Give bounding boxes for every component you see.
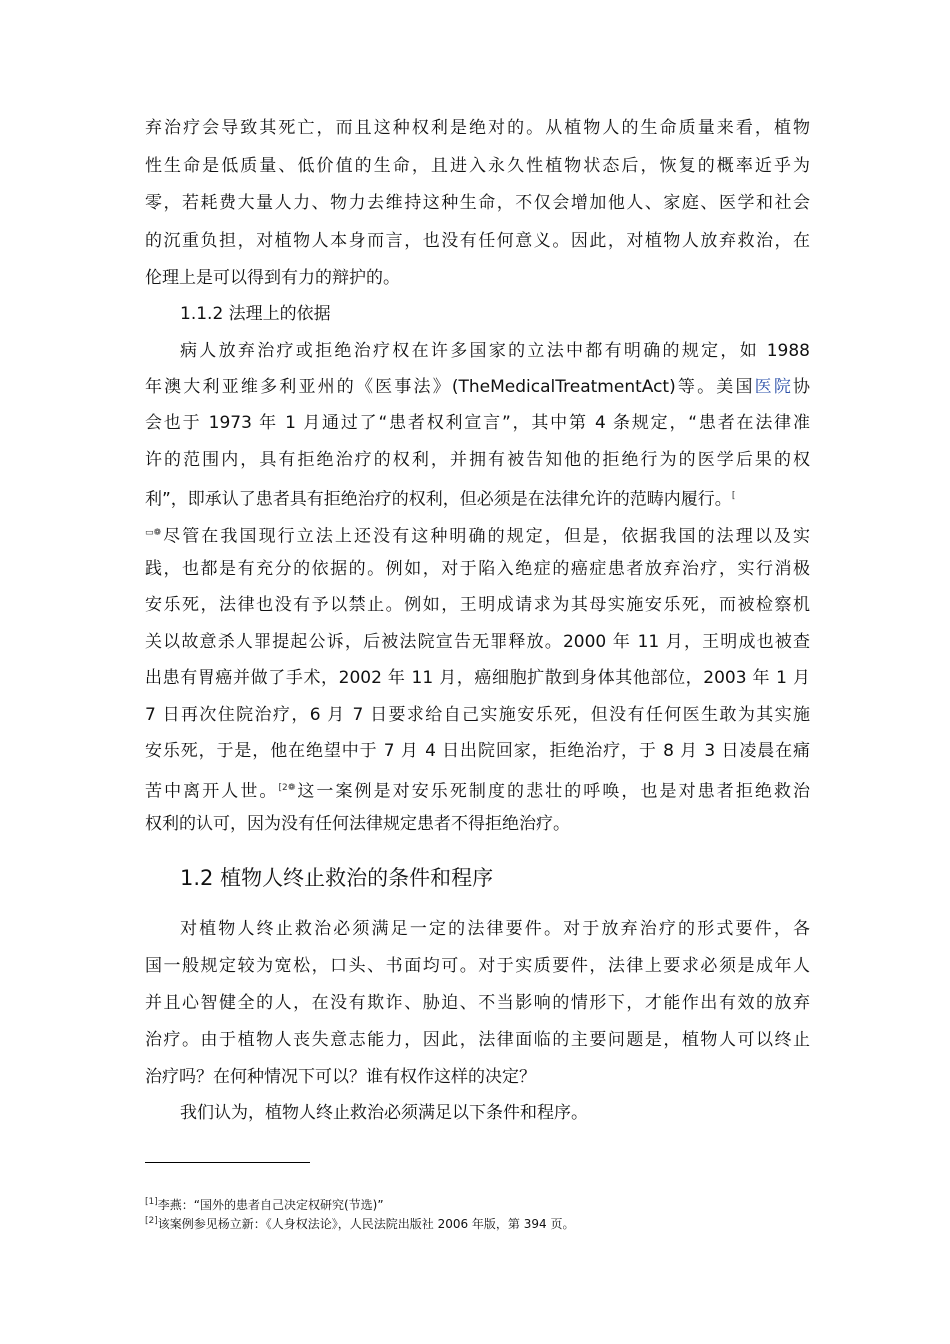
section-heading: 1.2 植物人终止救治的条件和程序	[180, 866, 494, 890]
text-line: 治疗吗？在何种情况下可以？谁有权作这样的决定？	[145, 1067, 536, 1087]
text-line: 关以故意杀人罪提起公诉，后被法院宣告无罪释放。2000 年 11 月，王明成也被查	[145, 632, 810, 652]
footnote-separator	[145, 1162, 310, 1163]
footnote-marker[interactable]: [2]	[145, 1216, 158, 1226]
footnote-text: 该案例参见杨立新：《人身权法论》，人民法院出版社 2006 年版，第 394 页。	[157, 1217, 575, 1231]
footnote-marker[interactable]: [	[731, 491, 736, 501]
text-line: 国一般规定较为宽松，口头、书面均可。对于实质要件，法律上要求必须是成年人	[145, 956, 810, 976]
text-run: 协	[793, 377, 810, 397]
text-line	[145, 375, 810, 399]
text-line: 会也于 1973 年 1 月通过了“患者权利宣言”，其中第 4 条规定，“患者在法律准	[145, 413, 810, 433]
footnote-marker[interactable]: [2❁	[278, 783, 296, 793]
footnote-marker[interactable]: [1]	[145, 1197, 158, 1207]
section-subheading: 1.1.2 法理上的依据	[180, 304, 331, 324]
text-run: 这一案例是对安乐死制度的悲壮的呼唤，也是对患者拒绝救治	[295, 781, 810, 802]
text-line: 出患有胃癌并做了手术，2002 年 11 月，癌细胞扩散到身体其他部位，2003 年 1 月	[145, 668, 810, 688]
text-line: 权利的认可，因为没有任何法律规定患者不得拒绝治疗。	[145, 814, 570, 834]
text-line: 安乐死，于是，他在绝望中于 7 月 4 日出院回家，拒绝治疗，于 8 月 3 日凌晨在痛	[145, 741, 810, 761]
text-line: 对植物人终止救治必须满足一定的法律要件。对于放弃治疗的形式要件，各	[180, 919, 810, 939]
text-run: 苦中离开人世。	[145, 781, 279, 802]
text-line: 我们认为，植物人终止救治必须满足以下条件和程序。	[180, 1103, 588, 1123]
text-line: 践，也都是有充分的依据的。例如，对于陷入绝症的癌症患者放弃治疗，实行消极	[145, 559, 810, 579]
text-line	[145, 521, 810, 549]
text-line: 病人放弃治疗或拒绝治疗权在许多国家的立法中都有明确的规定，如 1988	[180, 341, 810, 361]
text-run: 利”，即承认了患者具有拒绝治疗的权利，但必须是在法律允许的范畴内履行。	[145, 489, 732, 510]
text-line: 治疗。由于植物人丧失意志能力，因此，法律面临的主要问题是，植物人可以终止	[145, 1030, 810, 1050]
text-line: 零，若耗费大量人力、物力去维持这种生命，不仅会增加他人、家庭、医学和社会	[145, 193, 810, 213]
text-line: 安乐死，法律也没有予以禁止。例如，王明成请求为其母实施安乐死，而被检察机	[145, 595, 810, 615]
footnote-text: 李燕：“国外的患者自己决定权研究(节选)”	[157, 1198, 384, 1212]
footnote-1	[145, 1193, 384, 1214]
text-line: 并且心智健全的人，在没有欺诈、胁迫、不当影响的情形下，才能作出有效的放弃	[145, 993, 810, 1013]
text-line: 性生命是低质量、低价值的生命，且进入永久性植物状态后，恢复的概率近乎为	[145, 156, 810, 176]
footnote-2	[145, 1212, 574, 1233]
footnote-marker[interactable]: ▭❁	[145, 528, 162, 538]
text-line: 许的范围内，具有拒绝治疗的权利，并拥有被告知他的拒绝行为的医学后果的权	[145, 450, 810, 470]
text-line	[145, 776, 810, 804]
text-line: 弃治疗会导致其死亡，而且这种权利是绝对的。从植物人的生命质量来看，植物	[145, 118, 810, 138]
text-run: 年澳大利亚维多利亚州的《医事法》(TheMedicalTreatmentAct)等。美国	[145, 377, 755, 397]
hyperlink-text[interactable]: 医院	[754, 377, 794, 397]
text-run: 尽管在我国现行立法上还没有这种明确的规定，但是，依据我国的法理以及实	[161, 526, 810, 547]
text-line: 伦理上是可以得到有力的辩护的。	[145, 268, 400, 288]
text-line: 7 日再次住院治疗，6 月 7 日要求给自己实施安乐死，但没有任何医生敢为其实施	[145, 705, 810, 725]
text-line	[145, 484, 810, 512]
text-line: 的沉重负担，对植物人本身而言，也没有任何意义。因此，对植物人放弃救治，在	[145, 231, 810, 251]
